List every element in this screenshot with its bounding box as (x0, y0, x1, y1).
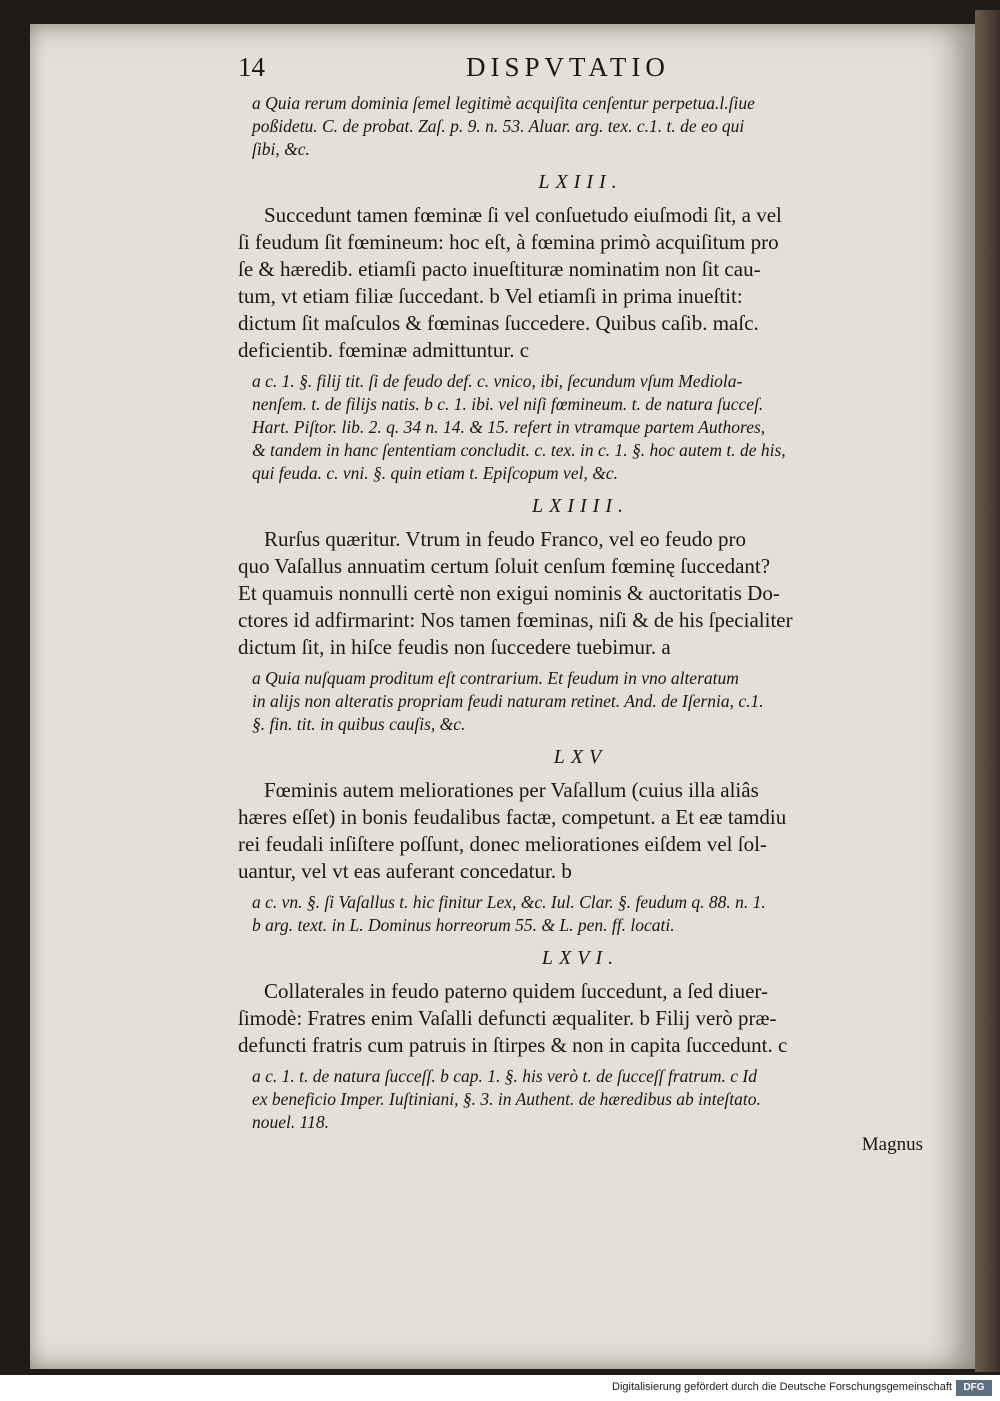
footnote-block (252, 92, 923, 161)
footnote-line: a c. 1. t. de natura ſucceſſ. b cap. 1. §. his verò t. de ſucceſſ fratrum. c Id (252, 1066, 757, 1086)
text-line: ſe & hæredib. etiamſi pacto inueſtituræ nominatim non ſit cau- (238, 257, 761, 281)
text-line: ſimodè: Fratres enim Vaſalli defuncti æqualiter. b Filij verò præ- (238, 1006, 777, 1030)
footnote-block (252, 667, 923, 736)
footnote-line: a c. 1. §. filij tit. ſi de feudo def. c. vnico, ibi, ſecundum vſum Mediola- (252, 371, 743, 391)
footnote-line: in alijs non alteratis propriam feudi naturam retinet. And. de Iſernia, c.1. (252, 691, 764, 711)
text-line: Fœminis autem meliorationes per Vaſallum (cuius illa aliâs (264, 778, 759, 802)
text-line: uantur, vel vt eas auferant concedatur. b (238, 859, 572, 883)
dfg-logo: DFG (956, 1380, 992, 1396)
text-line: dictum ſit, in hiſce feudis non ſuccedere tuebimur. a (238, 635, 671, 659)
footnote-line: a Quia rerum dominia ſemel legitimè acquiſita cenſentur perpetua.l.ſiue (252, 93, 755, 113)
text-line: hæres eſſet) in bonis feudalibus factæ, competunt. a Et eæ tamdiu (238, 805, 787, 829)
footnote-block (252, 891, 923, 937)
section-heading: LXV (553, 746, 608, 768)
footnote-line: poßidetu. C. de probat. Zaſ. p. 9. n. 53. Aluar. arg. tex. c.1. t. de eo qui (252, 116, 745, 136)
footnote-line: nenſem. t. de filijs natis. b c. 1. ibi. vel niſi fœmineum. t. de natura ſucceſ. (252, 394, 764, 414)
section-heading: LXIII. (538, 171, 623, 193)
footnote-block (252, 370, 923, 485)
section-heading: LXIIII. (532, 495, 629, 517)
footnote-line: b arg. text. in L. Dominus horreorum 55. & L. pen. ff. locati. (252, 915, 675, 935)
footnote-line: a Quia nuſquam proditum eſt contrarium. Et feudum in vno alteratum (252, 668, 739, 688)
footnote-line: Hart. Piſtor. lib. 2. q. 34 n. 14. & 15. refert in vtramque partem Authores, (252, 417, 766, 437)
text-line: deficientib. fœminæ admittuntur. c (238, 338, 530, 362)
text-line: defuncti fratris cum patruis in ſtirpes & non in capita ſuccedunt. c (238, 1033, 788, 1057)
footnote-line: nouel. 118. (252, 1112, 329, 1132)
text-line: tum, vt etiam filiæ ſuccedant. b Vel etiamſi in prima inueſtit: (238, 284, 743, 308)
catchword: Magnus (861, 1134, 923, 1155)
text-blocks (238, 92, 923, 1134)
body-paragraph (238, 526, 923, 661)
section-heading: LXVI. (541, 947, 620, 969)
book-edge (975, 10, 1000, 1372)
running-head: DISPVTATIO (466, 52, 670, 82)
page-text (238, 52, 923, 1156)
body-paragraph (238, 978, 923, 1059)
footnote-line: & tandem in hanc ſententiam concludit. c. tex. in c. 1. §. hoc autem t. de his, (252, 440, 786, 460)
text-line: ſi feudum ſit fœmineum: hoc eſt, à fœmina primò acquiſitum pro (238, 230, 779, 254)
text-line: dictum ſit maſculos & fœminas ſuccedere. Quibus caſib. maſc. (238, 311, 759, 335)
text-line: quo Vaſallus annuatim certum ſoluit cenſum fœminę ſuccedant? (238, 554, 771, 578)
footnote-block (252, 1065, 923, 1134)
footnote-line: a c. vn. §. ſi Vaſallus t. hic finitur Lex, &c. Iul. Clar. §. feudum q. 88. n. 1. (252, 892, 766, 912)
text-line: rei feudali inſiſtere poſſunt, donec meliorationes eiſdem vel ſol- (238, 832, 767, 856)
text-line: Et quamuis nonnulli certè non exigui nominis & auctoritatis Do- (238, 581, 780, 605)
text-line: Rurſus quæritur. Vtrum in feudo Franco, vel eo feudo pro (264, 527, 746, 551)
body-paragraph (238, 202, 923, 364)
footnote-line: ſibi, &c. (252, 139, 310, 159)
footnote-line: qui feuda. c. vni. §. quin etiam t. Epiſcopum vel, &c. (252, 463, 618, 483)
footer-bar (0, 1375, 1000, 1401)
footnote-line: ex beneficio Imper. Iuſtiniani, §. 3. in Authent. de hæredibus ab inteſtato. (252, 1089, 761, 1109)
page-number: 14 (238, 52, 265, 82)
page-header (238, 52, 923, 86)
text-line: Succedunt tamen fœminæ ſi vel conſuetudo eiuſmodi ſit, a vel (264, 203, 782, 227)
footnote-line: §. fin. tit. in quibus cauſis, &c. (252, 714, 466, 734)
text-line: ctores id adfirmarint: Nos tamen fœminas, niſi & de his ſpecialiter (238, 608, 793, 632)
footer-credit: Digitalisierung gefördert durch die Deutsche Forschungsgemeinschaft (612, 1381, 952, 1393)
body-paragraph (238, 777, 923, 885)
text-line: Collaterales in feudo paterno quidem ſuccedunt, a ſed diuer- (264, 979, 768, 1003)
